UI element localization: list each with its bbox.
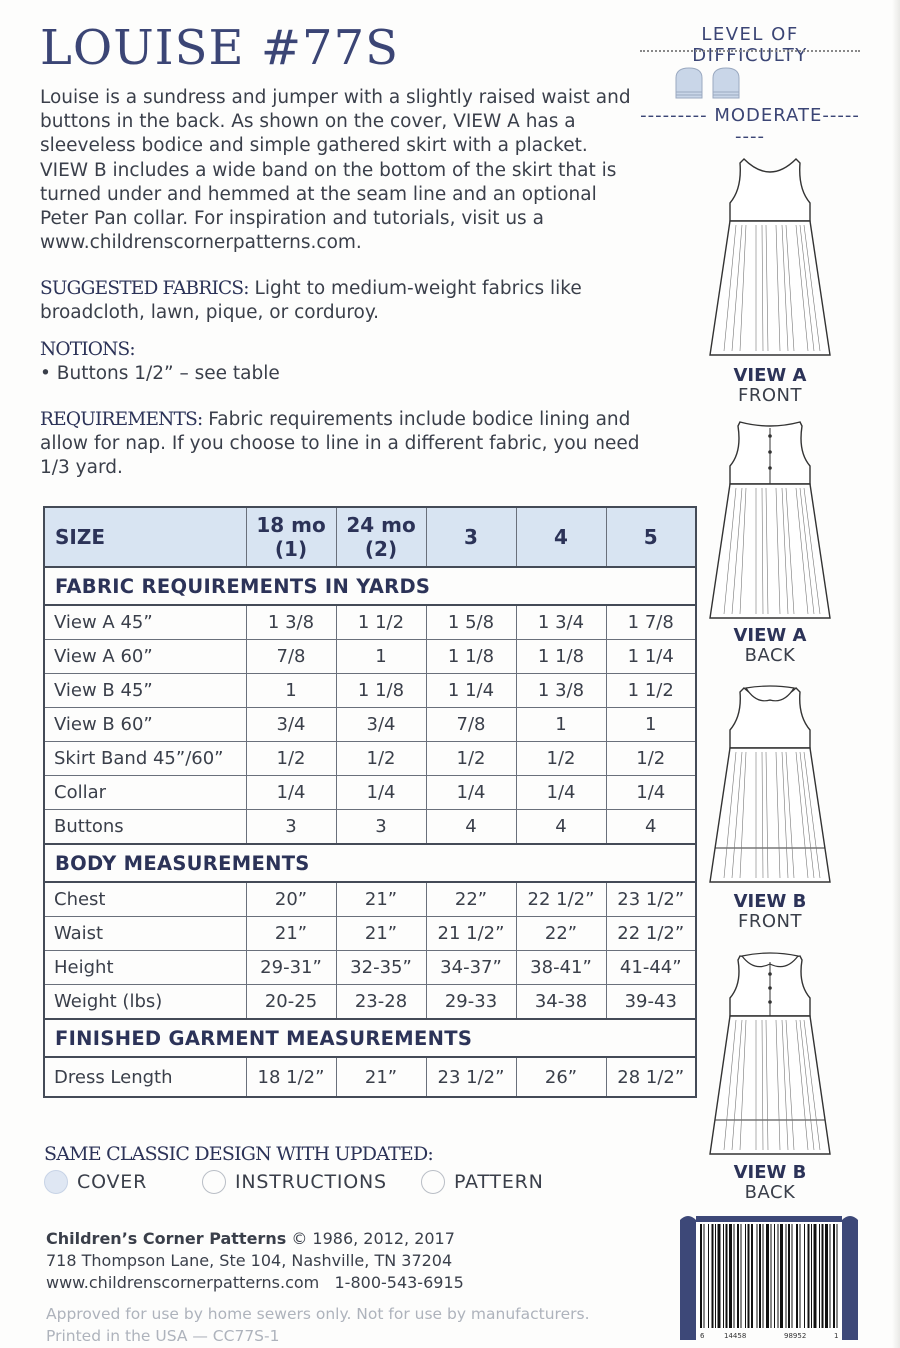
table-row (44, 640, 696, 674)
barcode-bar (804, 1224, 805, 1328)
row-label: View B 60” (44, 708, 246, 742)
publisher-address: 718 Thompson Lane, Ste 104, Nashville, TN 37204 (46, 1251, 453, 1270)
section-header-row (44, 844, 696, 882)
size-bottom: (2) (364, 537, 398, 561)
table-cell: 1 1/2 (606, 674, 696, 708)
size-header-cell (336, 507, 426, 567)
view-b-front-illustration (706, 682, 834, 887)
view-title: VIEW A (733, 365, 807, 386)
requirements-text: Fabric requirements include bodice lining and allow for nap. If you choose to line in a different fabric, you need 1/3 yard. (40, 409, 640, 479)
publisher-phone: 1-800-543-6915 (334, 1273, 464, 1292)
view-side: FRONT (738, 385, 802, 406)
table-cell: 1 1/4 (606, 640, 696, 674)
barcode-digit-right: 1 (834, 1332, 839, 1340)
table-cell: 34-37” (426, 951, 516, 985)
table-cell: 1 1/8 (336, 674, 426, 708)
row-label: Dress Length (44, 1057, 246, 1097)
table-cell: 1/4 (246, 776, 336, 810)
table-cell: 1/2 (516, 742, 606, 776)
circle-icon (421, 1170, 445, 1194)
barcode-bar (778, 1224, 779, 1328)
row-label: Waist (44, 917, 246, 951)
table-cell: 21” (336, 1057, 426, 1097)
size-header-label: SIZE (44, 507, 246, 567)
row-label: Weight (lbs) (44, 985, 246, 1020)
suggested-fabrics-text: Light to medium-weight fabrics like broadcloth, lawn, pique, or corduroy. (40, 278, 582, 324)
size-header-cell (246, 507, 336, 567)
difficulty-level: --------- MODERATE--------- (640, 105, 860, 147)
barcode-digits-2: 98952 (784, 1332, 807, 1340)
notions-heading: NOTIONS: (40, 339, 135, 360)
barcode-bar (763, 1224, 764, 1328)
table-cell: 1 7/8 (606, 605, 696, 640)
suggested-fabrics (40, 277, 640, 325)
table-cell: 3/4 (246, 708, 336, 742)
barcode-bar (837, 1224, 838, 1328)
barcode-bar (723, 1224, 724, 1328)
publisher-name: Children’s Corner Patterns (46, 1229, 287, 1248)
table-row (44, 776, 696, 810)
barcode-bar (766, 1224, 769, 1328)
barcode-bar (774, 1224, 775, 1328)
printed-note: Printed in the USA — CC77S-1 (46, 1327, 280, 1345)
update-pattern (421, 1170, 544, 1194)
intro-paragraph: Louise is a sundress and jumper with a slightly raised waist and buttons in the back. As shown on the cover, VIEW A has a sleeveless bodice and simple gathered skirt with a placket. VIEW B includes a wide band on the bottom of the skirt that is turned under and hemmed at the seam line and an optional Peter Pan collar. For inspiration and tutorials, visit us a www.childrenscornerpatterns.com. (40, 87, 631, 254)
requirements-table (43, 506, 697, 1098)
table-cell: 23 1/2” (426, 1057, 516, 1097)
table-cell: 1 1/2 (336, 605, 426, 640)
barcode-bar (811, 1224, 812, 1328)
table-cell: 39-43 (606, 985, 696, 1020)
publisher-website[interactable]: www.childrenscornerpatterns.com (46, 1273, 320, 1292)
table-cell: 1/2 (336, 742, 426, 776)
table-cell: 22 1/2” (606, 917, 696, 951)
table-row (44, 1057, 696, 1097)
table-cell: 1 3/8 (246, 605, 336, 640)
barcode-bar (741, 1224, 742, 1328)
table-cell: 23-28 (336, 985, 426, 1020)
update-cover (44, 1170, 147, 1194)
view-title: VIEW B (733, 1162, 807, 1183)
barcode-bar (830, 1224, 831, 1328)
page-edge (892, 0, 900, 1348)
notions-item: • Buttons 1/2” – see table (40, 363, 280, 385)
barcode-bar (792, 1224, 793, 1328)
table-cell: 4 (516, 810, 606, 845)
barcode-bar (748, 1224, 750, 1328)
publisher-info (46, 1228, 464, 1294)
table-cell: 1/2 (246, 742, 336, 776)
view-title: VIEW B (733, 891, 807, 912)
row-label: View B 45” (44, 674, 246, 708)
size-top: 24 mo (346, 513, 416, 537)
table-cell: 32-35” (336, 951, 426, 985)
table-cell: 1/4 (606, 776, 696, 810)
view-a-front-label (700, 366, 840, 406)
table-cell: 34-38 (516, 985, 606, 1020)
section-header-row (44, 1019, 696, 1057)
update-instructions (202, 1170, 387, 1194)
updates-heading: SAME CLASSIC DESIGN WITH UPDATED: (44, 1143, 434, 1165)
size-top: 5 (643, 525, 658, 549)
view-a-back-label (700, 626, 840, 666)
table-cell: 1 5/8 (426, 605, 516, 640)
table-cell: 1 1/4 (426, 674, 516, 708)
approval-note: Approved for use by home sewers only. Not for use by manufacturers. (46, 1305, 590, 1323)
barcode-bar (788, 1224, 790, 1328)
table-cell: 7/8 (246, 640, 336, 674)
fine-print (46, 1303, 590, 1347)
size-top: 4 (554, 525, 568, 549)
table-cell: 1/2 (606, 742, 696, 776)
section-title: FINISHED GARMENT MEASUREMENTS (44, 1019, 696, 1057)
barcode-bar (833, 1224, 835, 1328)
row-label: Buttons (44, 810, 246, 845)
barcode-bar (780, 1224, 783, 1328)
table-row (44, 605, 696, 640)
table-cell: 21” (336, 917, 426, 951)
barcode-bar (729, 1224, 732, 1328)
table-cell: 22” (426, 882, 516, 917)
barcode-bar (734, 1224, 735, 1328)
difficulty-level-text: MODERATE (714, 105, 823, 126)
table-cell: 1/4 (336, 776, 426, 810)
barcode-bar (796, 1224, 798, 1328)
barcode-bar (800, 1224, 801, 1328)
publisher-line (46, 1228, 464, 1250)
barcode-bar (726, 1224, 728, 1328)
table-cell: 3 (336, 810, 426, 845)
table-cell: 21” (246, 917, 336, 951)
barcode-bar (712, 1224, 714, 1328)
table-cell: 18 1/2” (246, 1057, 336, 1097)
view-title: VIEW A (733, 625, 807, 646)
table-cell: 1 1/8 (516, 640, 606, 674)
table-cell: 21” (336, 882, 426, 917)
view-b-back-illustration (706, 950, 834, 1160)
barcode-bar (704, 1224, 705, 1328)
table-cell: 29-33 (426, 985, 516, 1020)
table-cell: 1 1/8 (426, 640, 516, 674)
view-side: FRONT (738, 911, 802, 932)
barcode-bar (751, 1224, 753, 1328)
table-cell: 1 (516, 708, 606, 742)
view-b-back-label (700, 1163, 840, 1203)
size-header-cell (426, 507, 516, 567)
thimble-icon (673, 66, 747, 100)
section-title: BODY MEASUREMENTS (44, 844, 696, 882)
view-b-front-label (700, 892, 840, 932)
suggested-fabrics-heading: SUGGESTED FABRICS: (40, 278, 249, 299)
row-label: Height (44, 951, 246, 985)
size-top: 18 mo (256, 513, 326, 537)
table-cell: 20” (246, 882, 336, 917)
view-side: BACK (744, 1182, 796, 1203)
row-label: View A 45” (44, 605, 246, 640)
barcode (680, 1212, 858, 1340)
view-a-back-illustration (706, 418, 834, 623)
table-cell: 23 1/2” (606, 882, 696, 917)
barcode-bar (757, 1224, 758, 1328)
table-cell: 1 (246, 674, 336, 708)
table-cell: 1 3/8 (516, 674, 606, 708)
size-header-cell (516, 507, 606, 567)
difficulty-heading: LEVEL OF DIFFICULTY (692, 24, 808, 66)
copyright: © 1986, 2012, 2017 (286, 1229, 455, 1248)
size-header-row (44, 507, 696, 567)
update-cover-label: COVER (77, 1171, 148, 1193)
checked-circle-icon (44, 1170, 68, 1194)
barcode-digits-1: 14458 (724, 1332, 747, 1340)
view-a-front-illustration (706, 155, 834, 360)
table-cell: 4 (426, 810, 516, 845)
table-cell: 22” (516, 917, 606, 951)
table-row (44, 917, 696, 951)
barcode-bar (718, 1224, 721, 1328)
table-cell: 29-31” (246, 951, 336, 985)
circle-icon (202, 1170, 226, 1194)
size-top: 3 (464, 525, 478, 549)
table-cell: 3 (246, 810, 336, 845)
barcode-bar (715, 1224, 716, 1328)
requirements-heading: REQUIREMENTS: (40, 409, 203, 430)
table-row (44, 985, 696, 1020)
table-cell: 7/8 (426, 708, 516, 742)
update-instructions-label: INSTRUCTIONS (235, 1171, 387, 1193)
barcode-bar (745, 1224, 746, 1328)
table-cell: 20-25 (246, 985, 336, 1020)
barcode-bar (786, 1224, 787, 1328)
barcode-bar (814, 1224, 817, 1328)
table-cell: 4 (606, 810, 696, 845)
page-title: LOUISE #77S (40, 20, 399, 76)
section-header-row (44, 567, 696, 605)
table-row (44, 674, 696, 708)
table-cell: 3/4 (336, 708, 426, 742)
barcode-bar (700, 1224, 702, 1328)
table-cell: 26” (516, 1057, 606, 1097)
requirements (40, 408, 640, 481)
barcode-bar (808, 1224, 810, 1328)
publisher-contact (46, 1272, 464, 1294)
table-row (44, 951, 696, 985)
table-cell: 21 1/2” (426, 917, 516, 951)
row-label: Chest (44, 882, 246, 917)
table-cell: 1/4 (426, 776, 516, 810)
barcode-bar (759, 1224, 761, 1328)
table-cell: 38-41” (516, 951, 606, 985)
table-cell: 28 1/2” (606, 1057, 696, 1097)
barcode-bar (737, 1224, 739, 1328)
barcode-bar (708, 1224, 709, 1328)
table-row (44, 708, 696, 742)
table-cell: 1/2 (426, 742, 516, 776)
table-cell: 22 1/2” (516, 882, 606, 917)
barcode-bar (822, 1224, 824, 1328)
difficulty-divider (640, 50, 860, 52)
table-row (44, 882, 696, 917)
view-side: BACK (744, 645, 796, 666)
size-bottom: (1) (274, 537, 308, 561)
row-label: Skirt Band 45”/60” (44, 742, 246, 776)
table-cell: 41-44” (606, 951, 696, 985)
update-pattern-label: PATTERN (454, 1171, 544, 1193)
size-header-cell (606, 507, 696, 567)
barcode-bar (771, 1224, 772, 1328)
row-label: Collar (44, 776, 246, 810)
barcode-digit-left: 6 (700, 1332, 705, 1340)
table-cell: 1/4 (516, 776, 606, 810)
table-row (44, 810, 696, 845)
table-cell: 1 (336, 640, 426, 674)
barcode-bar (825, 1224, 828, 1328)
row-label: View A 60” (44, 640, 246, 674)
table-row (44, 742, 696, 776)
notions (40, 338, 640, 386)
barcode-bar (819, 1224, 820, 1328)
table-cell: 1 3/4 (516, 605, 606, 640)
section-title: FABRIC REQUIREMENTS IN YARDS (44, 567, 696, 605)
table-cell: 1 (606, 708, 696, 742)
